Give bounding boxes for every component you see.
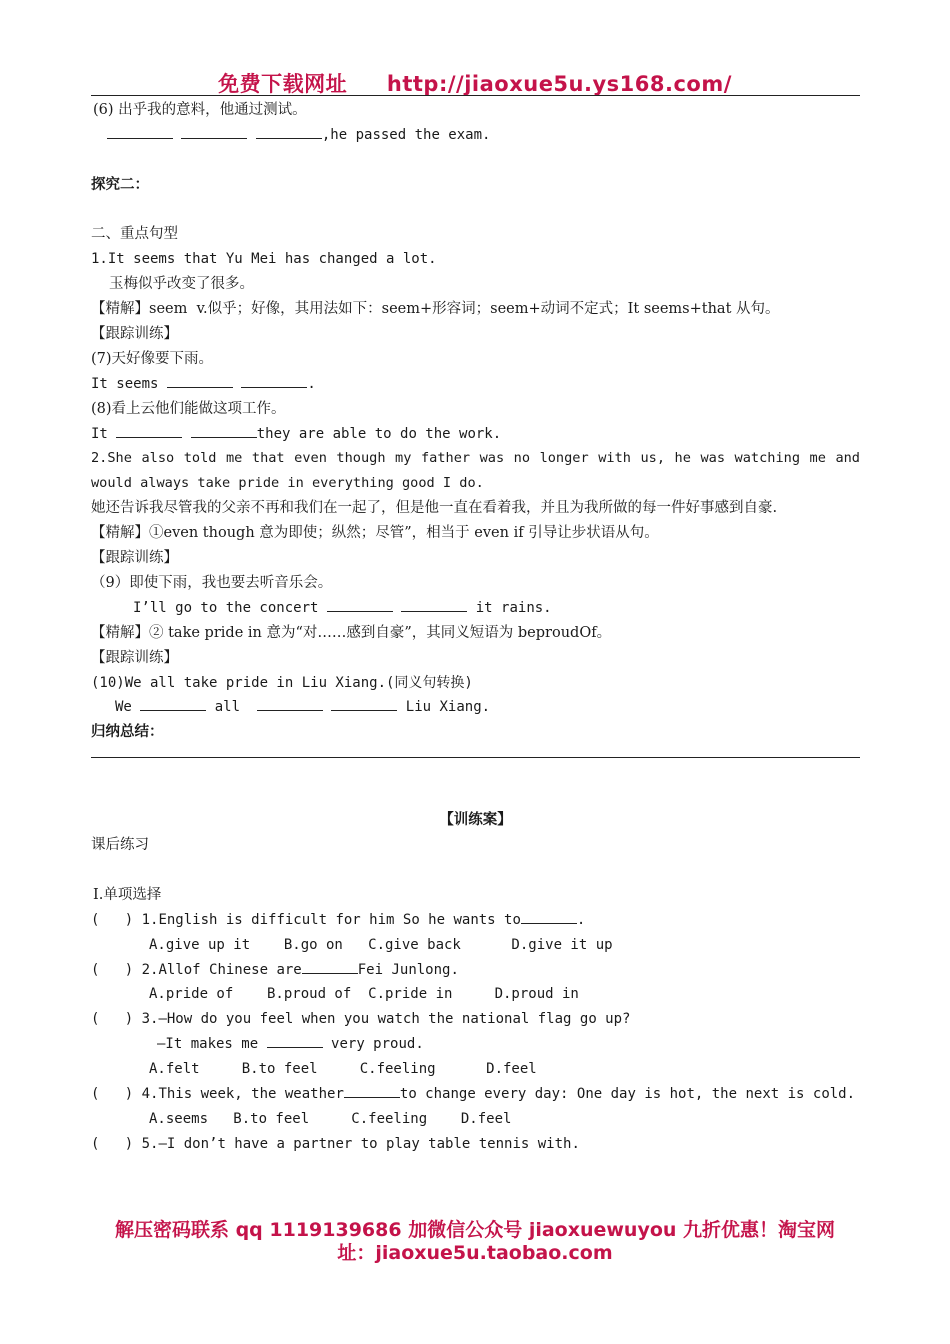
answer-blank[interactable] [116,423,182,438]
question-text: 4.This week, the weather [141,1086,344,1102]
mc-question-5 [91,1132,860,1157]
answer-blank[interactable] [331,696,397,711]
training-title: 【训练案】 [439,812,512,829]
document-body [91,98,860,1157]
q8-prompt: (8)看上云他们能做这项工作。 [91,400,286,417]
header-site-name: 免费下载网址 [218,72,348,96]
q6-answer-text: ,he passed the exam. [321,126,491,143]
explore2-title: 探究二： [91,176,149,193]
q10-answer-line [91,695,860,720]
footer-line-2[interactable]: 址：jiaoxue5u.taobao.com [337,1242,613,1264]
answer-blank[interactable] [140,696,206,711]
mc-options-4: A.seems B.to feel C.feeling D.feel [149,1110,512,1127]
mc-question-1 [91,908,860,933]
q10-end: Liu Xiang. [405,699,491,716]
mc-options-1: A.give up it B.go on C.give back D.give it up [149,936,613,953]
sentences-title: 二、重点句型 [91,226,178,243]
practice-label: 【跟踪训练】 [91,649,178,666]
mc-question-3 [91,1007,860,1032]
question-end: very proud. [331,1036,424,1053]
answer-blank[interactable] [256,124,322,139]
sentence-2-explain-2: 【精解】② take pride in 意为“对……感到自豪”，其同义短语为 beproudOf。 [91,624,612,641]
q8-answer-line [91,422,860,447]
answer-paren[interactable]: ( ) [91,1011,134,1028]
answer-blank[interactable] [241,373,307,388]
answer-blank[interactable] [302,959,358,974]
q9-prompt: （9）即使下雨，我也要去听音乐会。 [91,574,333,591]
sentence-1-translation: 玉梅似乎改变了很多。 [109,276,254,293]
mc-options-3: A.felt B.to feel C.feeling D.feel [149,1061,537,1078]
answer-blank[interactable] [327,597,393,612]
q9-prefix: I’ll go to the concert [133,599,319,616]
answer-paren[interactable]: ( ) [91,961,134,978]
question-text: —It makes me [157,1036,259,1053]
summary-label: 归纳总结： [91,724,164,741]
q10-we: We [115,699,132,716]
q6-prompt: (6) 出乎我的意料，他通过测试。 [93,102,307,118]
header-url[interactable]: http://jiaoxue5u.ys168.com/ [386,72,732,96]
question-end: . [576,911,586,928]
question-text: 5.—I don’t have a partner to play table tennis with. [141,1135,580,1152]
q9-answer-line [91,596,860,621]
answer-blank[interactable] [107,124,173,139]
answer-blank[interactable] [181,124,247,139]
q7-suffix: . [307,375,316,392]
practice-label: 【跟踪训练】 [91,326,178,343]
answer-paren[interactable]: ( ) [91,1086,134,1102]
q7-prompt: (7)天好像要下雨。 [91,350,214,367]
page-footer [0,1219,950,1265]
answer-blank[interactable] [191,423,257,438]
header-rule [91,95,860,96]
answer-blank[interactable] [521,909,577,924]
sentence-1-explain: 【精解】seem v.似乎；好像，其用法如下：seem+形容词；seem+动词不定式；It seems+that 从句。 [91,301,780,318]
practice-label: 【跟踪训练】 [91,550,178,567]
mc-question-3-reply [91,1032,860,1057]
footer-line-1: 解压密码联系 qq 1119139686 加微信公众号 jiaoxuewuyou 九折优惠！淘宝网 [114,1219,836,1241]
sentence-2: 2.She also told me that even though my father was no longer with us, he was watching me and would always take pride in everything good I do. [91,450,860,492]
mc-question-4 [91,1082,860,1107]
sentence-2-translation: 她还告诉我尽管我的父亲不再和我们在一起了，但是他一直在看着我，并且为我所做的每一件好事感到自豪. [91,500,778,517]
question-text: 2.Allof Chinese are [141,961,302,978]
q7-answer-line [91,372,860,397]
answer-blank[interactable] [267,1033,323,1048]
q8-suffix: they are able to do the work. [256,425,502,442]
mc-options-2: A.pride of B.proud of C.pride in D.proud in [149,986,579,1003]
mc-question-2 [91,958,860,983]
q6-answer-line [91,123,860,148]
question-text: 1.English is difficult for him So he wants to [141,911,521,928]
q9-suffix: it rains. [475,599,552,616]
q10-all: all [214,699,241,716]
training-subtitle: 课后练习 [91,837,149,854]
sentence-2-explain-1: 【精解】①even though 意为即使；纵然；尽管”，相当于 even if 引导让步状语从句。 [91,525,659,542]
answer-blank[interactable] [257,696,323,711]
answer-blank[interactable] [401,597,467,612]
answer-blank[interactable] [167,373,233,388]
part1-title: Ⅰ.单项选择 [93,886,162,903]
answer-blank[interactable] [344,1083,400,1098]
question-text: 3.—How do you feel when you watch the national flag go up? [141,1011,631,1028]
answer-paren[interactable]: ( ) [91,1135,134,1152]
q7-prefix: It seems [91,375,159,392]
q10-prompt: (10)We all take pride in Liu Xiang.(同义句转换) [91,674,473,691]
page-header [0,68,950,98]
sentence-1: 1.It seems that Yu Mei has changed a lot. [91,251,437,268]
question-end: to change every day: One day is hot, the next is cold. [399,1086,856,1102]
question-end: Fei Junlong. [357,961,459,978]
answer-paren[interactable]: ( ) [91,911,134,928]
q8-prefix: It [91,425,108,442]
